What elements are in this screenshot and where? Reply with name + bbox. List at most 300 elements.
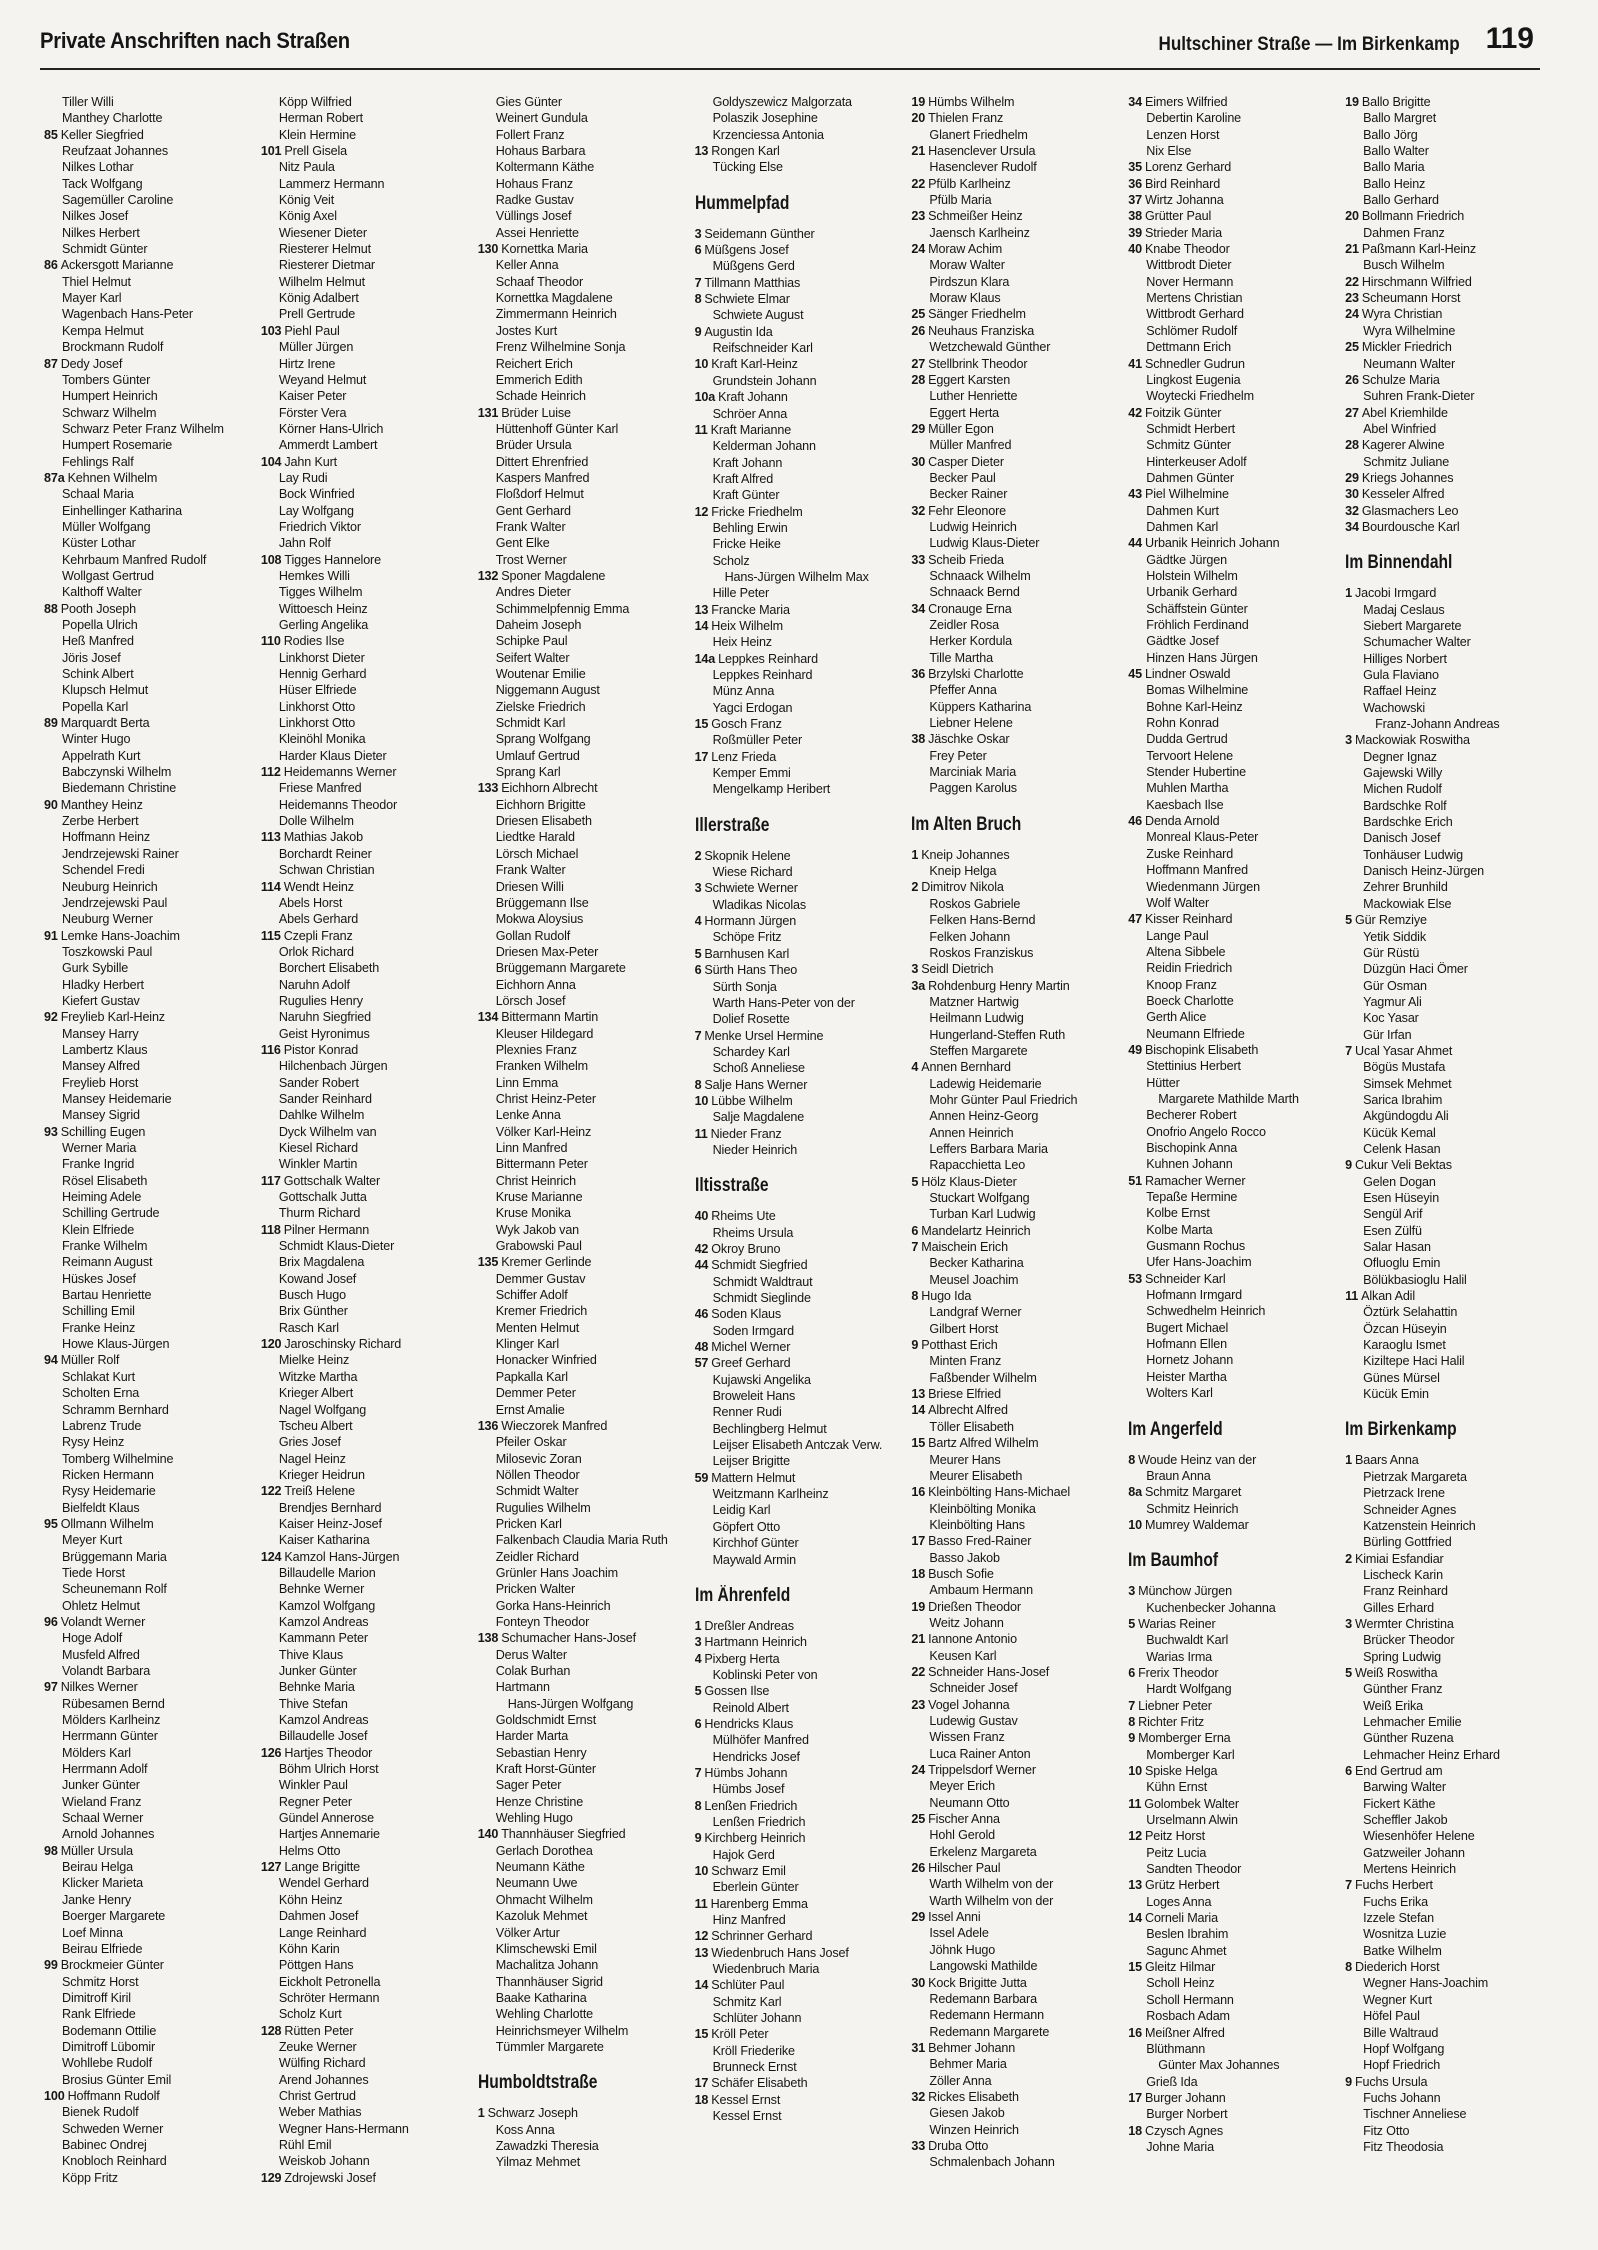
resident-name: Tigges Hannelore xyxy=(284,552,381,567)
resident-entry xyxy=(478,879,687,895)
house-number: 18 xyxy=(694,2092,709,2107)
resident-entry xyxy=(44,1565,253,1581)
resident-name: Fricke Friedhelm xyxy=(711,504,803,519)
resident-name: Peitz Lucia xyxy=(1146,1845,1207,1860)
resident-name: Franke Heinz xyxy=(62,1320,136,1335)
resident-entry xyxy=(911,1648,1120,1664)
resident-entry xyxy=(478,241,687,257)
resident-entry xyxy=(1345,847,1554,863)
resident-name: Erkelenz Margareta xyxy=(929,1844,1037,1859)
house-number: 41 xyxy=(1128,356,1142,371)
resident-entry xyxy=(911,1844,1120,1860)
resident-name: Weber Mathias xyxy=(278,2105,362,2120)
resident-entry xyxy=(261,829,470,845)
resident-name: Wosnitza Luzie xyxy=(1363,1927,1447,1942)
resident-entry xyxy=(478,977,687,993)
house-number: 90 xyxy=(44,797,58,812)
resident-entry xyxy=(1345,1502,1554,1518)
resident-name: Kamzol Andreas xyxy=(278,1713,369,1728)
house-number: 96 xyxy=(44,1614,58,1629)
resident-name: Pietrzack Irene xyxy=(1363,1486,1445,1501)
resident-entry xyxy=(478,192,687,208)
resident-entry xyxy=(478,1287,687,1303)
resident-entry xyxy=(1128,1730,1337,1746)
resident-name: Warth Wilhelm von der xyxy=(929,1893,1054,1908)
resident-entry xyxy=(44,1974,253,1990)
resident-name: Spring Ludwig xyxy=(1363,1649,1442,1664)
resident-name: Bugert Michael xyxy=(1146,1320,1229,1335)
resident-entry xyxy=(1128,617,1337,633)
house-number: 47 xyxy=(1128,912,1142,927)
resident-entry xyxy=(261,1925,470,1941)
resident-name: Witzke Martha xyxy=(278,1369,358,1384)
resident-name: Wohllebe Rudolf xyxy=(62,2056,152,2071)
resident-name: Schwan Christian xyxy=(278,863,375,878)
resident-entry xyxy=(261,1238,470,1254)
resident-name: Kaspers Manfred xyxy=(495,470,590,485)
resident-entry xyxy=(478,1516,687,1532)
resident-name: Suhren Frank-Dieter xyxy=(1363,389,1475,404)
resident-name: Alkan Adil xyxy=(1361,1289,1415,1304)
house-number: 38 xyxy=(911,732,926,747)
house-number: 22 xyxy=(911,176,926,191)
resident-entry xyxy=(44,372,253,388)
resident-entry xyxy=(911,1697,1120,1713)
resident-name: Stender Hubertine xyxy=(1146,765,1246,780)
resident-name: Kolbe Ernst xyxy=(1146,1206,1210,1221)
resident-entry xyxy=(695,1077,904,1093)
resident-entry xyxy=(911,1190,1120,1206)
resident-name: Driesen Elisabeth xyxy=(495,814,592,829)
resident-name: Langowski Mathilde xyxy=(929,1959,1038,1974)
resident-name: Lay Rudi xyxy=(278,470,328,485)
house-number: 2 xyxy=(911,880,919,895)
resident-name: Salje Hans Werner xyxy=(704,1077,808,1092)
resident-entry xyxy=(478,1500,687,1516)
resident-entry xyxy=(478,1892,687,1908)
resident-entry xyxy=(478,1156,687,1172)
resident-entry xyxy=(1128,1649,1337,1665)
resident-entry xyxy=(478,1957,687,1973)
resident-name: Schöpe Fritz xyxy=(712,930,782,945)
house-number: 20 xyxy=(911,111,926,126)
resident-name: Kaiser Katharina xyxy=(278,1533,370,1548)
resident-name: Stellbrink Theodor xyxy=(928,356,1028,371)
resident-name: Yilmaz Mehmet xyxy=(495,2155,581,2170)
resident-name: Frerix Theodor xyxy=(1138,1665,1219,1680)
resident-name: Schmidt Siegfried xyxy=(711,1258,808,1273)
resident-name: Naruhn Siegfried xyxy=(278,1010,371,1025)
resident-name: Zdrojewski Josef xyxy=(284,2170,376,2185)
resident-entry xyxy=(261,1287,470,1303)
resident-entry xyxy=(478,895,687,911)
resident-name: Briese Elfried xyxy=(928,1387,1001,1402)
resident-entry xyxy=(1128,666,1337,682)
resident-entry xyxy=(1345,323,1554,339)
resident-entry xyxy=(44,192,253,208)
house-number: 5 xyxy=(694,1684,702,1699)
resident-entry xyxy=(1128,306,1337,322)
resident-entry xyxy=(478,1075,687,1091)
resident-name: Babczynski Wilhelm xyxy=(62,765,172,780)
resident-name: Richter Fritz xyxy=(1138,1714,1205,1729)
resident-entry xyxy=(911,715,1120,731)
resident-name: Fehlings Ralf xyxy=(62,454,134,469)
resident-entry xyxy=(695,1651,904,1667)
resident-name: Junker Günter xyxy=(62,1778,140,1793)
resident-entry xyxy=(478,911,687,927)
resident-name: Jöris Josef xyxy=(62,650,121,665)
resident-name: Busch Sofie xyxy=(928,1566,994,1581)
house-number: 92 xyxy=(44,1010,58,1025)
resident-name: Zöller Anna xyxy=(929,2073,992,2088)
resident-entry xyxy=(44,470,253,486)
house-number: 17 xyxy=(911,1534,926,1549)
resident-entry xyxy=(261,1843,470,1859)
resident-entry xyxy=(261,568,470,584)
resident-name: Wegner Hans-Joachim xyxy=(1363,1976,1489,1991)
resident-entry xyxy=(1128,1714,1337,1730)
street-heading: Im Angerfeld xyxy=(1128,1418,1223,1440)
resident-name: Buchwaldt Karl xyxy=(1146,1633,1229,1648)
resident-entry xyxy=(44,405,253,421)
resident-entry xyxy=(911,1664,1120,1680)
resident-entry xyxy=(1128,1303,1337,1319)
house-number: 8 xyxy=(694,1798,702,1813)
street-heading: Im Ährenfeld xyxy=(694,1584,790,1606)
resident-entry xyxy=(44,323,253,339)
resident-name: Baars Anna xyxy=(1355,1453,1419,1468)
resident-name: Bird Reinhard xyxy=(1145,176,1221,191)
resident-entry xyxy=(261,356,470,372)
resident-entry xyxy=(261,257,470,273)
resident-entry xyxy=(261,960,470,976)
resident-name: Jacobi Irmgard xyxy=(1355,586,1437,601)
resident-name: Spiske Helga xyxy=(1145,1764,1218,1778)
resident-name: Tack Wolfgang xyxy=(62,176,143,191)
resident-name: Schneider Hans-Josef xyxy=(928,1664,1050,1679)
resident-entry xyxy=(695,1404,904,1420)
resident-name: Linkhorst Dieter xyxy=(278,650,365,665)
resident-name: Bardschke Rolf xyxy=(1363,798,1447,813)
resident-entry xyxy=(1345,1452,1554,1468)
house-number: 17 xyxy=(694,2076,709,2091)
resident-name: Mathias Jakob xyxy=(283,830,363,845)
house-number: 2 xyxy=(1345,1551,1352,1566)
resident-name: Bischopink Elisabeth xyxy=(1145,1042,1259,1057)
house-number: 36 xyxy=(1128,176,1142,191)
resident-name: Schäfer Elisabeth xyxy=(711,2076,808,2091)
resident-name: Herker Kordula xyxy=(929,634,1013,649)
resident-entry xyxy=(695,2043,904,2059)
resident-name: Harder Marta xyxy=(495,1729,569,1744)
resident-name: Brunneck Ernst xyxy=(712,2060,797,2075)
resident-entry xyxy=(478,780,687,796)
resident-entry xyxy=(478,143,687,159)
resident-entry xyxy=(695,127,904,143)
resident-name: Hans-Jürgen Wolfgang xyxy=(507,1696,634,1711)
resident-entry xyxy=(911,1059,1120,1075)
resident-name: Barnhusen Karl xyxy=(704,946,790,961)
resident-name: Tischner Anneliese xyxy=(1363,2107,1467,2122)
resident-name: Bartau Henriette xyxy=(62,1288,152,1303)
resident-name: Hirschmann Wilfried xyxy=(1361,274,1472,289)
resident-name: Brix Günther xyxy=(278,1304,348,1319)
resident-entry xyxy=(1128,1075,1337,1091)
page-number: 119 xyxy=(1485,22,1534,55)
resident-entry xyxy=(478,339,687,355)
resident-name: Wirtz Johanna xyxy=(1145,193,1224,208)
resident-entry xyxy=(1128,143,1337,159)
resident-name: Batke Wilhelm xyxy=(1363,1943,1442,1958)
resident-entry xyxy=(695,1667,904,1683)
resident-name: Seifert Walter xyxy=(495,650,570,665)
resident-entry xyxy=(695,2010,904,2026)
house-number: 12 xyxy=(694,504,709,519)
resident-entry xyxy=(478,306,687,322)
resident-entry xyxy=(1128,1501,1337,1517)
resident-name: Jostes Kurt xyxy=(495,323,558,338)
resident-name: Schmidt Sieglinde xyxy=(712,1291,811,1305)
resident-name: Wegner Kurt xyxy=(1363,1992,1432,2007)
resident-name: Eichhorn Brigitte xyxy=(495,797,586,812)
resident-name: Vüllings Josef xyxy=(495,209,572,224)
resident-entry xyxy=(478,519,687,535)
resident-entry xyxy=(261,895,470,911)
resident-name: Sager Peter xyxy=(495,1778,562,1793)
resident-name: Klein Hermine xyxy=(278,127,356,142)
resident-entry xyxy=(44,1777,253,1793)
resident-entry xyxy=(911,470,1120,486)
resident-entry xyxy=(261,1565,470,1581)
resident-name: Golombek Walter xyxy=(1144,1796,1239,1811)
resident-name: Follert Franz xyxy=(495,127,565,142)
resident-name: Schneider Josef xyxy=(929,1681,1018,1696)
resident-name: Schrinner Gerhard xyxy=(711,1929,813,1944)
resident-entry xyxy=(695,487,904,503)
resident-entry xyxy=(261,470,470,486)
resident-name: Schmeißer Heinz xyxy=(928,209,1023,224)
resident-entry xyxy=(478,1107,687,1123)
resident-name: Schwarz Wilhelm xyxy=(62,405,157,420)
resident-entry xyxy=(911,780,1120,796)
resident-name: Hornetz Johann xyxy=(1146,1353,1234,1368)
resident-entry xyxy=(1128,584,1337,600)
resident-name: Schaaf Theodor xyxy=(495,274,583,289)
resident-name: Münchow Jürgen xyxy=(1138,1584,1232,1599)
street-range-title: Hultschiner Straße — Im Birkenkamp xyxy=(1158,34,1460,55)
resident-entry xyxy=(261,372,470,388)
house-number: 14 xyxy=(1128,1911,1142,1926)
resident-entry xyxy=(911,1174,1120,1190)
resident-entry xyxy=(44,928,253,944)
resident-entry xyxy=(1345,1304,1554,1320)
resident-name: Iannone Antonio xyxy=(928,1632,1017,1647)
resident-entry xyxy=(44,715,253,731)
resident-entry xyxy=(695,618,904,634)
resident-entry xyxy=(478,1483,687,1499)
resident-entry xyxy=(261,715,470,731)
resident-entry xyxy=(911,2154,1120,2170)
resident-entry xyxy=(911,1827,1120,1843)
resident-name: Knobloch Reinhard xyxy=(62,2154,167,2169)
resident-entry xyxy=(695,1700,904,1716)
house-number: 138 xyxy=(477,1631,499,1646)
resident-name: Hoffmann Heinz xyxy=(62,830,150,845)
resident-name: Meißner Alfred xyxy=(1145,2025,1225,2040)
resident-name: Drießen Theodor xyxy=(928,1599,1021,1614)
resident-entry xyxy=(911,208,1120,224)
resident-entry xyxy=(695,1208,904,1224)
resident-name: Mansey Sigrid xyxy=(62,1108,140,1123)
resident-name: Debertin Karoline xyxy=(1146,111,1242,126)
house-number: 24 xyxy=(911,242,926,257)
resident-entry xyxy=(911,519,1120,535)
house-number: 22 xyxy=(1345,274,1359,289)
resident-name: Ballo Jörg xyxy=(1363,127,1418,142)
resident-entry xyxy=(1128,94,1337,110)
resident-entry xyxy=(911,1811,1120,1827)
resident-entry xyxy=(1128,1091,1337,1107)
resident-name: Urbanik Heinrich Johann xyxy=(1145,536,1280,551)
resident-name: Beslen Ibrahim xyxy=(1146,1927,1229,1942)
resident-name: Ambaum Hermann xyxy=(929,1583,1034,1598)
resident-name: Driesen Willi xyxy=(495,879,564,894)
resident-entry xyxy=(1345,1059,1554,1075)
resident-entry xyxy=(1128,421,1337,437)
resident-name: Weitz Johann xyxy=(929,1615,1004,1630)
resident-entry xyxy=(695,1060,904,1076)
resident-name: Ludewig Gustav xyxy=(929,1714,1018,1728)
resident-entry xyxy=(478,682,687,698)
resident-name: Izzele Stefan xyxy=(1363,1911,1434,1926)
resident-name: Lörsch Michael xyxy=(495,846,579,861)
resident-name: Kammann Peter xyxy=(278,1631,368,1646)
house-number: 7 xyxy=(1345,1878,1352,1893)
resident-entry xyxy=(44,960,253,976)
resident-name: Kruse Monika xyxy=(495,1206,571,1221)
resident-entry xyxy=(1345,1926,1554,1942)
resident-name: Henze Christine xyxy=(495,1794,584,1809)
resident-name: Fröhlich Ferdinand xyxy=(1146,618,1249,632)
resident-name: Wiesener Dieter xyxy=(278,225,367,240)
resident-name: Denda Arnold xyxy=(1145,814,1220,829)
resident-name: Tomberg Wilhelmine xyxy=(62,1451,174,1466)
resident-entry xyxy=(911,1893,1120,1909)
resident-entry xyxy=(695,1372,904,1388)
resident-name: Kehrbaum Manfred Rudolf xyxy=(62,552,207,567)
resident-entry xyxy=(44,1124,253,1140)
resident-entry xyxy=(478,1418,687,1434)
resident-name: Knabe Theodor xyxy=(1145,242,1230,257)
resident-entry xyxy=(478,1385,687,1401)
house-number: 32 xyxy=(911,2089,926,2104)
resident-name: Landgraf Werner xyxy=(929,1305,1022,1320)
resident-name: Hoffmann Manfred xyxy=(1146,863,1248,878)
resident-name: Liebner Peter xyxy=(1138,1698,1212,1713)
resident-name: Fuchs Johann xyxy=(1363,2090,1441,2105)
resident-name: Becker Katharina xyxy=(929,1256,1024,1271)
resident-name: Koc Yasar xyxy=(1363,1011,1419,1026)
resident-name: Ohletz Helmut xyxy=(62,1598,140,1613)
resident-entry xyxy=(911,339,1120,355)
resident-entry xyxy=(695,1093,904,1109)
resident-name: Sponer Magdalene xyxy=(501,568,606,583)
house-number: 88 xyxy=(44,601,58,616)
house-number: 5 xyxy=(694,946,702,961)
resident-entry xyxy=(1345,814,1554,830)
resident-name: Fuchs Ursula xyxy=(1355,2074,1428,2089)
resident-entry xyxy=(478,1042,687,1058)
resident-name: Hoffmann Rudolf xyxy=(67,2088,160,2103)
resident-entry xyxy=(44,2072,253,2088)
resident-name: Colak Burhan xyxy=(495,1664,571,1678)
column-6 xyxy=(1128,94,1337,2234)
resident-name: Esen Hüseyin xyxy=(1363,1191,1440,1205)
house-number: 11 xyxy=(694,1896,708,1911)
resident-entry xyxy=(695,1977,904,1993)
resident-name: Piel Wilhelmine xyxy=(1145,487,1229,502)
resident-name: Scheib Frieda xyxy=(928,552,1004,567)
resident-name: Heß Manfred xyxy=(62,634,134,649)
resident-entry xyxy=(911,1157,1120,1173)
resident-entry xyxy=(478,1974,687,1990)
resident-entry xyxy=(478,274,687,290)
resident-name: Matzner Hartwig xyxy=(929,994,1019,1009)
resident-name: Hans-Jürgen Wilhelm Max xyxy=(724,569,869,584)
resident-name: Beirau Helga xyxy=(62,1860,134,1875)
resident-name: Brockmann Rudolf xyxy=(62,340,164,355)
resident-name: Lingkost Eugenia xyxy=(1146,372,1241,387)
resident-name: Ballo Margret xyxy=(1363,111,1437,126)
resident-entry xyxy=(911,1386,1120,1402)
resident-name: Mertens Christian xyxy=(1146,291,1243,306)
resident-name: Kessel Ernst xyxy=(711,2092,781,2107)
resident-entry xyxy=(44,519,253,535)
resident-name: Sagemüller Caroline xyxy=(62,193,174,208)
resident-name: Schlüter Johann xyxy=(712,2011,802,2026)
resident-entry xyxy=(261,617,470,633)
resident-entry xyxy=(1128,1238,1337,1254)
resident-entry xyxy=(478,535,687,551)
resident-entry xyxy=(695,471,904,487)
resident-name: Umlauf Gertrud xyxy=(495,748,580,763)
resident-name: Weinert Gundula xyxy=(495,111,588,126)
resident-name: Schilling Emil xyxy=(62,1304,135,1319)
resident-entry xyxy=(911,2024,1120,2040)
resident-entry xyxy=(261,486,470,502)
resident-entry xyxy=(44,1483,253,1499)
resident-entry xyxy=(261,584,470,600)
resident-name: Pixberg Herta xyxy=(704,1651,780,1666)
resident-entry xyxy=(261,2088,470,2104)
house-number: 117 xyxy=(260,1173,281,1188)
resident-name: Bomas Wilhelmine xyxy=(1146,683,1249,698)
resident-entry xyxy=(478,1875,687,1891)
resident-name: Gurk Sybille xyxy=(62,961,129,976)
resident-name: Leidig Karl xyxy=(712,1503,771,1518)
house-number: 136 xyxy=(477,1418,499,1433)
resident-name: Moraw Walter xyxy=(929,258,1005,273)
house-number: 9 xyxy=(1345,1158,1352,1173)
resident-name: Kesseler Alfred xyxy=(1361,487,1445,502)
resident-name: Boeck Charlotte xyxy=(1146,993,1234,1008)
resident-entry xyxy=(911,1746,1120,1762)
resident-name: Sandten Theodor xyxy=(1146,1862,1242,1877)
resident-entry xyxy=(478,715,687,731)
resident-name: Christ Heinz-Peter xyxy=(495,1091,596,1106)
resident-entry xyxy=(695,569,904,585)
